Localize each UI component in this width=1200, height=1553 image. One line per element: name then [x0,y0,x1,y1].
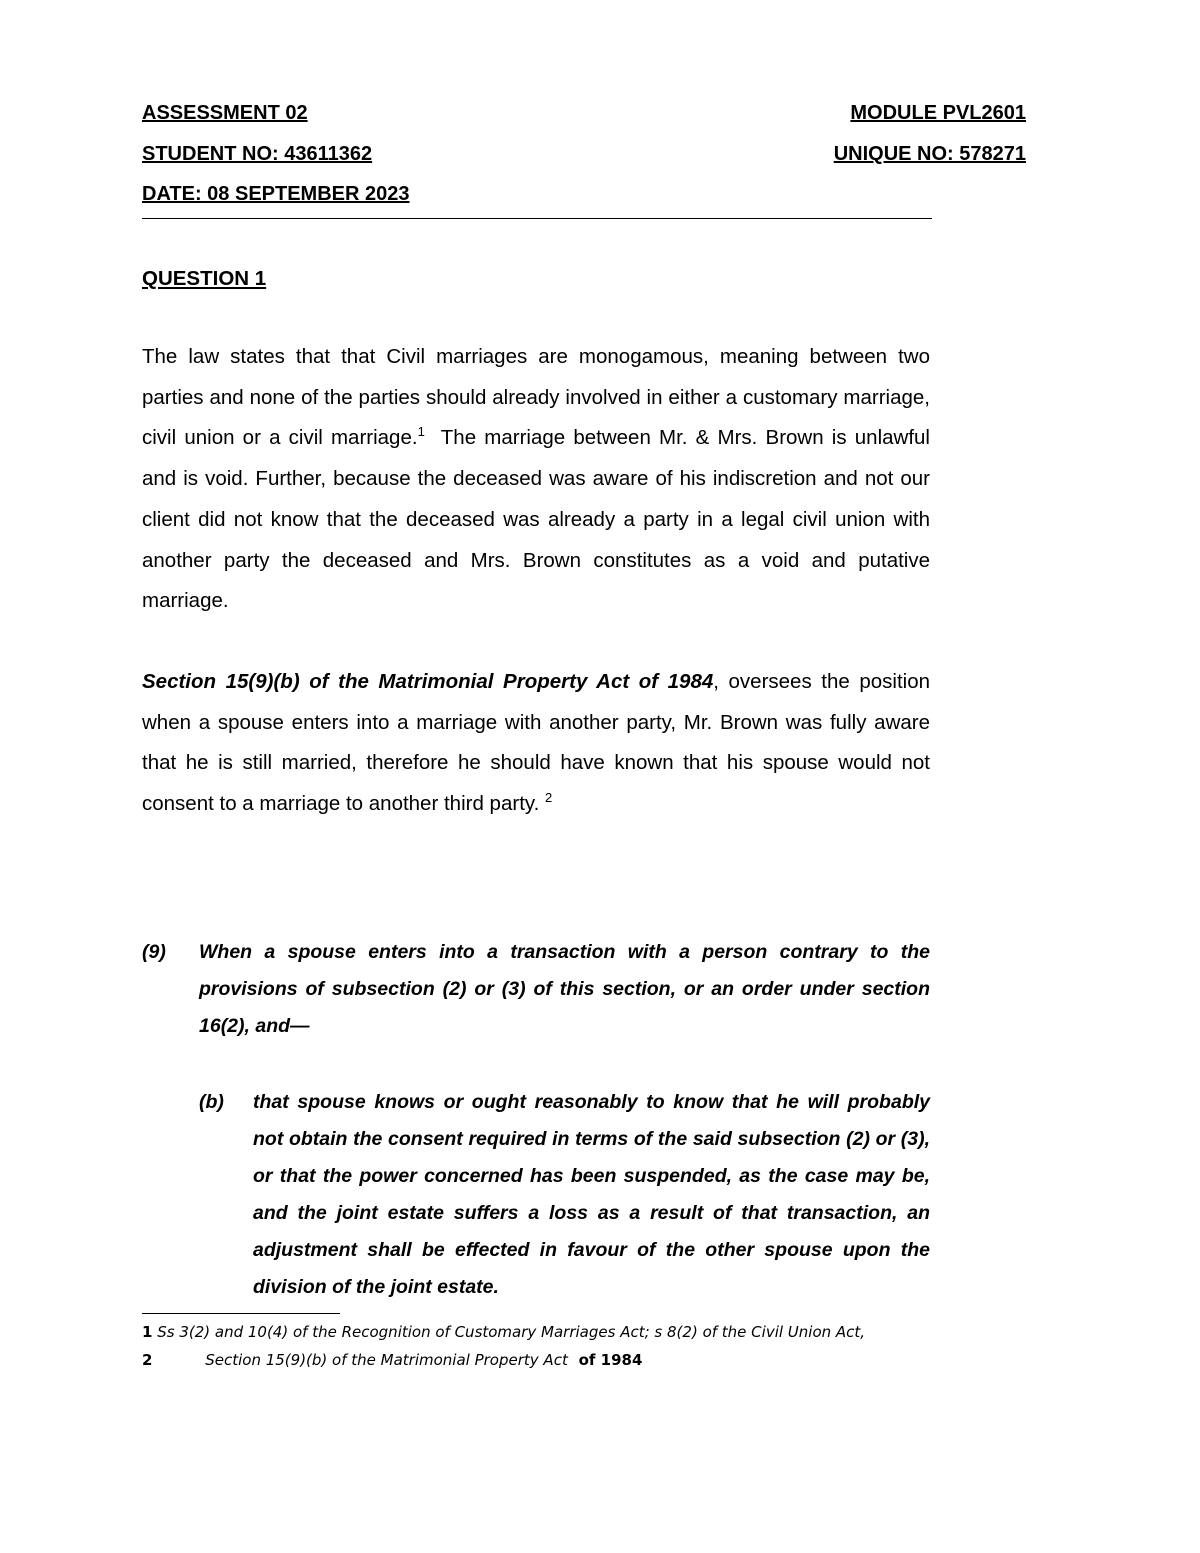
paragraph-1-text: The law states that that Civil marriages are monogamous, meaning between two parties and none of the parties should already involved in either a customary marriage, civil union or a civil marriage. [142,345,930,450]
paragraph-2-text: , oversees the position when a spouse enters into a marriage with another party, Mr. Brown was fully aware that he is still married, therefore he should have known that his spouse would not consent to a marriage to another third party. [142,670,930,816]
footnote-ref-2[interactable]: 2 [545,790,553,806]
unique-number: UNIQUE NO: 578271 [833,143,1026,165]
module-label: MODULE PVL2601 [850,102,1026,124]
statute-label-b: (b) [199,1091,224,1113]
footnote-1-number: 1 [142,1323,153,1341]
statute-subsection-9: When a spouse enters into a transaction with a person contrary to the provisions of subsection (2) or (3) of this section, or an order under section 16(2), and— [199,941,930,1037]
paragraph-1-continuation: The marriage between Mr. & Mrs. Brown is unlawful and is void. Further, because the deceased was aware of his indiscretion and not our client did not know that the deceased was already a party in a legal civil union with another party the deceased and Mrs. Brown constitutes as a void and putative marriage. [142,426,930,613]
date-label: DATE: 08 SEPTEMBER 2023 [142,183,410,205]
footnote-ref-1[interactable]: 1 [417,424,425,440]
footnote-1 [142,1322,865,1342]
paragraph-1 [142,337,930,622]
assessment-label: ASSESSMENT 02 [142,102,308,124]
act-reference: Section 15(9)(b) of the Matrimonial Property Act of 1984 [142,670,714,693]
statute-paragraph-b: that spouse knows or ought reasonably to know that he will probably not obtain the consent required in terms of the said subsection (2) or (3), or that the power concerned has been suspended, as the case may be, and the joint estate suffers a loss as a result of that transaction, an adjustment shall be effected in favour of the other spouse upon the division of the joint estate. [253,1091,930,1298]
footnote-2-number: 2 [142,1351,153,1369]
footnote-separator [142,1313,340,1314]
paragraph-2 [142,662,930,825]
header-divider [142,218,932,219]
question-heading: QUESTION 1 [142,267,267,290]
statute-label-9: (9) [142,941,166,963]
footnote-2-text: Section 15(9)(b) of the Matrimonial Property Act [205,1351,568,1369]
footnote-2 [142,1350,642,1370]
student-number: STUDENT NO: 43611362 [142,143,373,165]
footnote-1-text: Ss 3(2) and 10(4) of the Recognition of Customary Marriages Act; s 8(2) of the Civil Union Act, [157,1323,866,1341]
footnote-2-suffix: of 1984 [578,1351,643,1369]
